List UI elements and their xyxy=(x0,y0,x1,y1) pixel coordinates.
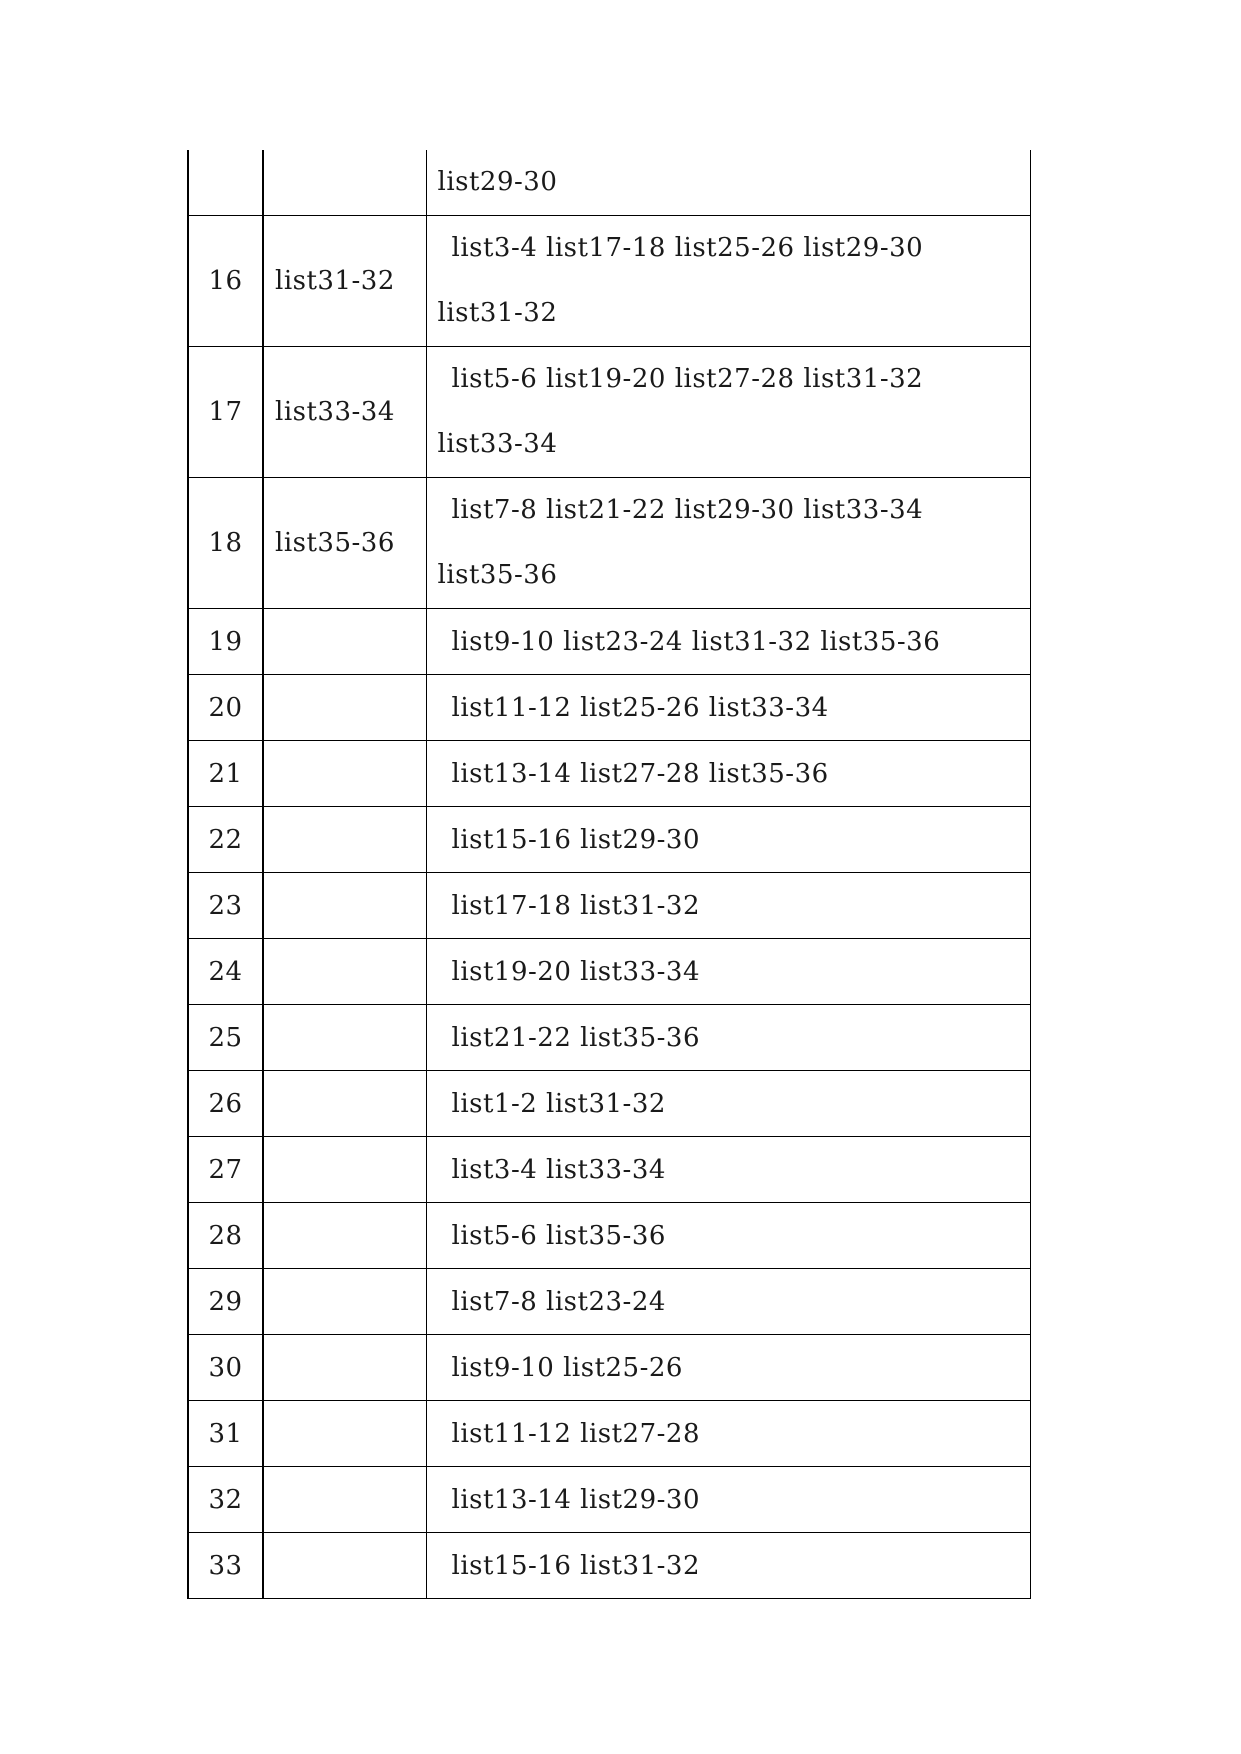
primary-list-cell xyxy=(263,675,426,741)
lists-cell xyxy=(426,150,1030,216)
data-table xyxy=(187,150,1031,1599)
row-number-cell: 33 xyxy=(188,1533,263,1599)
primary-list-cell xyxy=(263,1203,426,1269)
lists-cell xyxy=(426,1467,1030,1533)
lists-text-line2: list31-32 xyxy=(437,298,558,328)
table-row xyxy=(188,1467,1030,1533)
row-number-cell: 27 xyxy=(188,1137,263,1203)
lists-text: list13-14 list29-30 xyxy=(451,1484,701,1515)
table-row xyxy=(188,1203,1030,1269)
lists-text: list5-6 list35-36 xyxy=(451,1220,666,1251)
row-number-cell: 21 xyxy=(188,741,263,807)
lists-cell xyxy=(426,873,1030,939)
row-number-cell: 25 xyxy=(188,1005,263,1071)
lists-cell xyxy=(426,1335,1030,1401)
lists-text: list9-10 list23-24 list31-32 list35-36 xyxy=(451,626,941,657)
row-number-cell: 29 xyxy=(188,1269,263,1335)
table-row xyxy=(188,675,1030,741)
primary-list-cell xyxy=(263,1467,426,1533)
lists-text: list17-18 list31-32 xyxy=(451,890,701,921)
lists-cell xyxy=(426,741,1030,807)
table-row xyxy=(188,1335,1030,1401)
lists-cell xyxy=(426,1269,1030,1335)
row-number-cell: 31 xyxy=(188,1401,263,1467)
row-number-cell: 26 xyxy=(188,1071,263,1137)
row-number-cell: 28 xyxy=(188,1203,263,1269)
table-row xyxy=(188,741,1030,807)
row-number-cell: 30 xyxy=(188,1335,263,1401)
table-row xyxy=(188,1269,1030,1335)
primary-list-cell: list35-36 xyxy=(263,478,426,609)
table-row xyxy=(188,873,1030,939)
primary-list-cell xyxy=(263,939,426,1005)
row-number-cell: 17 xyxy=(188,347,263,478)
lists-text: list11-12 list25-26 list33-34 xyxy=(451,692,829,723)
table-row xyxy=(188,609,1030,675)
row-number-cell: 32 xyxy=(188,1467,263,1533)
table-row xyxy=(188,1071,1030,1137)
primary-list-cell xyxy=(263,741,426,807)
primary-list-cell xyxy=(263,1269,426,1335)
lists-text: list21-22 list35-36 xyxy=(451,1022,701,1053)
row-number-cell: 20 xyxy=(188,675,263,741)
primary-list-cell: list33-34 xyxy=(263,347,426,478)
lists-text: list1-2 list31-32 xyxy=(451,1088,666,1119)
lists-text: list7-8 list23-24 xyxy=(451,1286,666,1317)
lists-cell xyxy=(426,1203,1030,1269)
lists-cell xyxy=(426,216,1030,347)
lists-text: list15-16 list29-30 xyxy=(451,824,701,855)
lists-cell xyxy=(426,1401,1030,1467)
lists-cell xyxy=(426,347,1030,478)
lists-cell xyxy=(426,939,1030,1005)
lists-text: list13-14 list27-28 list35-36 xyxy=(451,758,829,789)
table-row xyxy=(188,807,1030,873)
lists-text: list29-30 xyxy=(437,167,558,197)
primary-list-cell xyxy=(263,1137,426,1203)
primary-list-cell xyxy=(263,150,426,216)
lists-cell xyxy=(426,1005,1030,1071)
table-row-continuation xyxy=(188,150,1030,216)
lists-cell xyxy=(426,675,1030,741)
primary-list-cell xyxy=(263,1005,426,1071)
lists-text-line2: list33-34 xyxy=(437,429,558,459)
lists-text: list3-4 list33-34 xyxy=(451,1154,666,1185)
table-row xyxy=(188,1401,1030,1467)
lists-cell xyxy=(426,807,1030,873)
lists-text: list11-12 list27-28 xyxy=(451,1418,701,1449)
primary-list-cell xyxy=(263,609,426,675)
lists-text-line2: list35-36 xyxy=(437,560,558,590)
lists-text-line1: list5-6 list19-20 list27-28 list31-32 xyxy=(451,364,924,394)
primary-list-cell xyxy=(263,1071,426,1137)
lists-text: list15-16 list31-32 xyxy=(451,1550,701,1581)
row-number-cell: 19 xyxy=(188,609,263,675)
table-row xyxy=(188,347,1030,478)
lists-text: list9-10 list25-26 xyxy=(451,1352,683,1383)
lists-cell xyxy=(426,1071,1030,1137)
lists-cell xyxy=(426,609,1030,675)
table-row xyxy=(188,939,1030,1005)
lists-text-line1: list3-4 list17-18 list25-26 list29-30 xyxy=(451,233,924,263)
row-number-cell: 16 xyxy=(188,216,263,347)
primary-list-cell xyxy=(263,1335,426,1401)
lists-cell xyxy=(426,1533,1030,1599)
row-number-cell: 23 xyxy=(188,873,263,939)
table-row xyxy=(188,478,1030,609)
table-row xyxy=(188,1137,1030,1203)
lists-text: list19-20 list33-34 xyxy=(451,956,701,987)
lists-cell xyxy=(426,478,1030,609)
row-number-cell: 22 xyxy=(188,807,263,873)
row-number-cell: 18 xyxy=(188,478,263,609)
table-row xyxy=(188,1533,1030,1599)
lists-cell xyxy=(426,1137,1030,1203)
lists-text-line1: list7-8 list21-22 list29-30 list33-34 xyxy=(451,495,924,525)
primary-list-cell xyxy=(263,807,426,873)
row-number-cell xyxy=(188,150,263,216)
row-number-cell: 24 xyxy=(188,939,263,1005)
primary-list-cell xyxy=(263,873,426,939)
primary-list-cell: list31-32 xyxy=(263,216,426,347)
primary-list-cell xyxy=(263,1533,426,1599)
primary-list-cell xyxy=(263,1401,426,1467)
table-row xyxy=(188,216,1030,347)
table-row xyxy=(188,1005,1030,1071)
